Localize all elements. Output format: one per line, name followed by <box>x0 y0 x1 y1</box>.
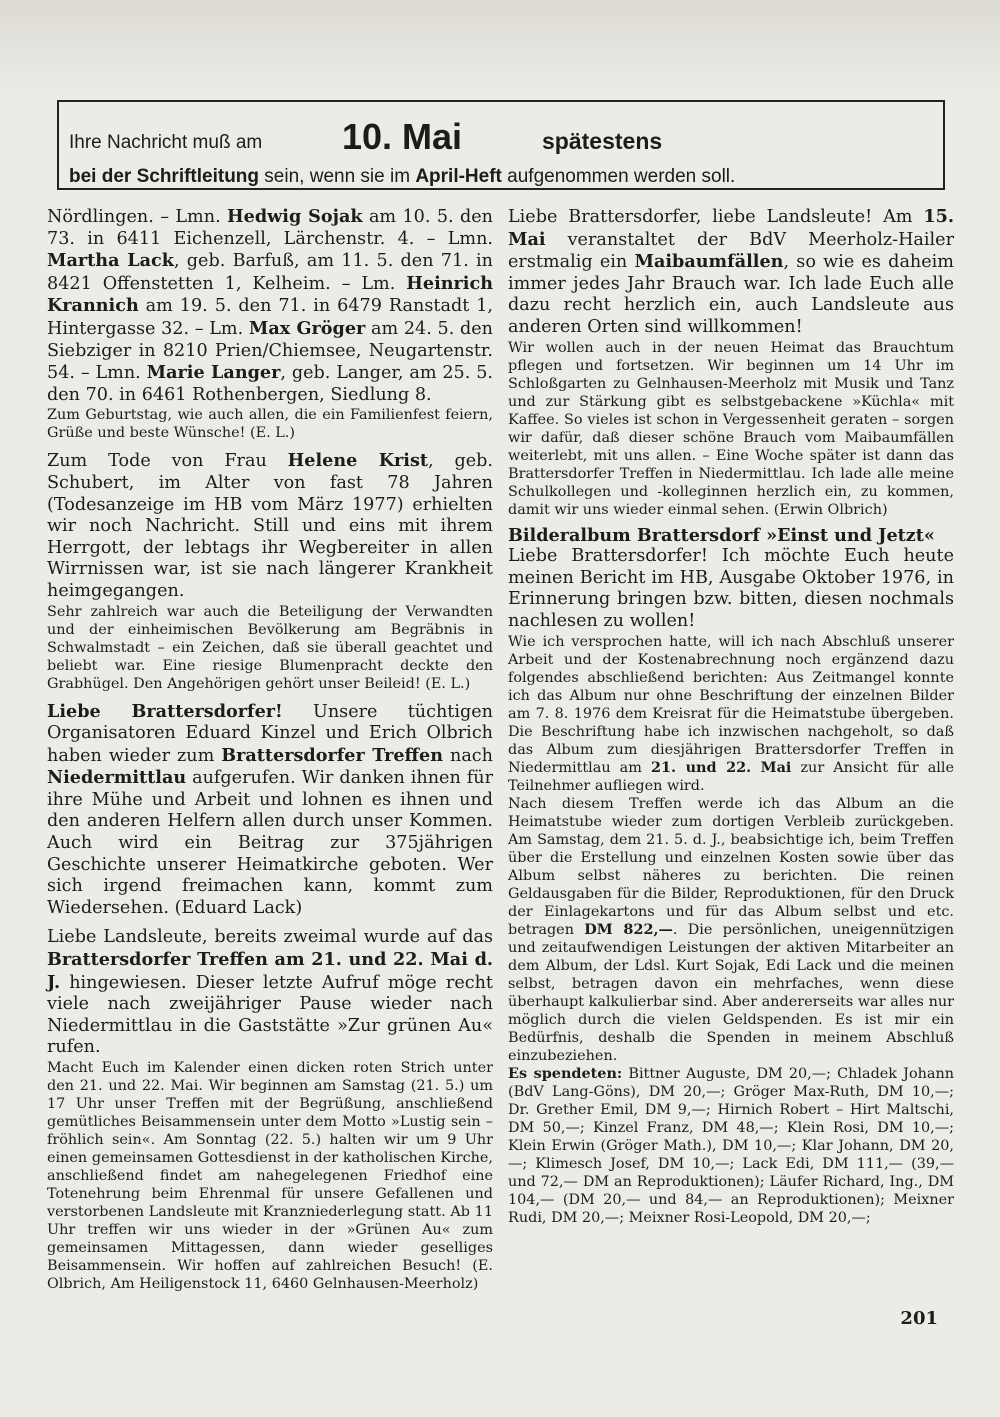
meeting-program: Macht Euch im Kalender einen dicken roten Strich unter den 21. und 22. Mai. Wir beginnen am Samstag (21. 5.) um 17 Uhr unser Treffen mit der Begrüßung, anschließend gemütliches Beisammensein unter dem Motto »Lustig sein – fröhlich sein«. Am Sonntag (22. 5.) halten wir um 9 Uhr einen gemeinsamen Gottesdienst in der katholischen Kirche, anschließend findet am nahegelegenen Friedhof eine Totenehrung beim Ehrenmal für unsere Gefallenen und verstorbenen Landsleute mit Kranzniederlegung statt. Ab 11 Uhr treffen wir uns wieder in der »Grünen Au« zum gemeinsamen Mittagessen, dann wieder geselliges Beisammensein. Wir hoffen auf zahlreichen Besuch! (E. Olbrich, Am Heiligenstock 11, 6460 Gelnhausen-Meerholz) <box>47 1060 493 1292</box>
notice-line2: bei der Schriftleitung sein, wenn sie im April-Heft aufgenommen werden soll. <box>69 166 736 187</box>
right-column <box>508 206 954 1227</box>
obituary-krist: Zum Tode von Frau Helene Krist, geb. Schubert, im Alter von fast 78 Jahren (Todesanzeige im HB vom März 1977) erhielten wir noch Nachricht. Still und eins mit ihrem Herrgott, der lebtags ihr Wegbereiter in allen Wirrnissen war, ist sie nach längerer Krankheit heimgegangen. <box>47 450 493 601</box>
notice-date: 10. Mai <box>342 116 463 157</box>
maibaum-invitation: Liebe Brattersdorfer, liebe Landsleute! Am 15. Mai veranstaltet der BdV Meerholz-Hailer erstmalig ein Maibaumfällen, so wie es daheim immer jedes Jahr Brauch war. Ich lade Euch alle dazu recht herzlich ein, auch Landsleute aus anderen Orten sind willkommen! <box>508 206 954 337</box>
deadline-notice-box <box>57 100 945 190</box>
donor-list: Es spendeten: Bittner Auguste, DM 20,—; Chladek Johann (BdV Lang-Göns), DM 20,—; Gröger Max-Ruth, DM 10,—; Dr. Grether Emil, DM 9,—; Hirnich Robert – Hirt Maltschi, DM 50,—; Kinzel Franz, DM 48,—; Klein Rosi, DM 10,—; Klein Erwin (Gröger Math.), DM 10,—; Klar Johann, DM 20,—; Klimesch Josef, DM 10,—; Lack Edi, DM 111,— (39,— und 72,— DM an Reproduktionen); Läufer Richard, Ing., DM 104,— (DM 20,— und 84,— an Reproduktionen); Meixner Rudi, DM 20,—; Meixner Rosi-Leopold, DM 20,—; <box>508 1064 954 1226</box>
page-number: 201 <box>900 1308 938 1329</box>
meeting-call: Liebe Brattersdorfer! Unsere tüchtigen Organisatoren Eduard Kinzel und Erich Olbrich haben wieder zum Brattersdorfer Treffen nach Niedermittlau aufgerufen. Wir danken ihnen für ihre Mühe und Arbeit und lohnen es ihnen und den anderen Helfern allen durch unser Kommen. Auch wird ein Beitrag zur 375jährigen Geschichte unserer Heimatkirche geboten. Wer sich irgend freimachen kann, kommt zum Wiedersehen. (Eduard Lack) <box>47 700 493 918</box>
album-costs: Nach diesem Treffen werde ich das Album an die Heimatstube wieder zum dortigen Verbleib zurückgeben. Am Samstag, dem 21. 5. d. J., beabsichtige ich, beim Treffen über die Erstellung und einzelnen Kosten sowie über das Album selbst näheres zu berichten. Die reinen Geldausgaben für die Bilder, Reproduktionen, für den Druck der Einlagekartons und für das Album selbst und etc. betragen DM 822,—. Die persönlichen, uneigennützigen und zeitaufwendigen Leistungen der aktiven Mitarbeiter an dem Album, der Ldsl. Kurt Sojak, Edi Lack und die meinen selbst, betragen davon ein mehrfaches, wenn diese überhaupt kalkulierbar sind. Aber andererseits war alles nur möglich durch die vielen Geldspenden. Es ist mir ein Bedürfnis, deshalb die Spenden in meinem Abschluß einzubeziehen. <box>508 795 954 1064</box>
album-report: Wie ich versprochen hatte, will ich nach Abschluß unserer Arbeit und der Kostenabrechnung noch ergänzend dazu folgendes abschließend berichten: Aus Zeitmangel konnte ich das Album nur ohne Beschriftung der einzelnen Bilder am 7. 8. 1976 dem Kreisrat für die Heimatstube übergeben. Die Beschriftung habe ich inzwischen nachgeholt, so daß das Album zum diesjährigen Brattersdorfer Treffen in Niedermittlau am 21. und 22. Mai zur Ansicht für alle Teilnehmer aufliegen wird. <box>508 633 955 794</box>
maibaum-details: Wir wollen auch in der neuen Heimat das Brauchtum pflegen und fortsetzen. Wir beginnen um 14 Uhr im Schloßgarten zu Gelnhausen-Meerholz mit Musik und Tanz und zur Stärkung gibt es selbstgebackene »Küchla« mit Kaffee. So vieles ist schon in Vergessenheit geraten – sorgen wir dafür, daß dieser schöne Brauch vom Maibaumfällen weiterlebt, mit uns allen. – Eine Woche später ist dann das Brattersdorfer Treffen in Niedermittlau. Ich lade alle meine Schulkollegen und -kolleginnen herzlich ein, zu kommen, damit wir uns wieder einmal sehen. (Erwin Olbrich) <box>508 339 954 518</box>
album-heading: Bilderalbum Brattersdorf »Einst und Jetzt« <box>508 524 935 546</box>
birthday-greeting: Zum Geburtstag, wie auch allen, die ein Familienfest feiern, Grüße und beste Wünsche! (E. L.) <box>47 407 493 442</box>
left-column <box>47 206 493 1293</box>
obituary-details: Sehr zahlreich war auch die Beteiligung der Verwandten und der einheimischen Bevölkerung am Begräbnis in Schwalmstadt – ein Zeichen, daß sie überall geachtet und beliebt war. Eine riesige Blumenpracht deckte den Grabhügel. Den Angehörigen gehört unser Beileid! (E. L.) <box>47 603 493 692</box>
birthday-list: Nördlingen. – Lmn. Hedwig Sojak am 10. 5. den 73. in 6411 Eichenzell, Lärchenstr. 4. – Lmn. Martha Lack, geb. Barfuß, am 11. 5. den 71. in 8421 Offenstetten 1, Kelheim. – Lm. Heinrich Krannich am 19. 5. den 71. in 6479 Ranstadt 1, Hintergasse 32. – Lm. Max Gröger am 24. 5. den Siebziger in 8210 Prien/Chiemsee, Neugartenstr. 54. – Lmn. Marie Langer, geb. Langer, am 25. 5. den 70. in 6461 Rothenbergen, Siedlung 8. <box>47 206 494 405</box>
notice-prefix: Ihre Nachricht muß am <box>69 132 263 153</box>
previous-page-bleed <box>0 0 1000 95</box>
album-intro: Liebe Brattersdorfer! Ich möchte Euch heute meinen Bericht im HB, Ausgabe Oktober 1976, in Erinnerung bringen bzw. bitten, diesen nochmals nachlesen zu wollen! <box>508 546 954 631</box>
meeting-reminder: Liebe Landsleute, bereits zweimal wurde auf das Brattersdorfer Treffen am 21. und 22. Mai d. J. hingewiesen. Dieser letzte Aufruf möge recht viele nach zweijähriger Pause wieder nach Niedermittlau in die Gaststätte »Zur grünen Au« rufen. <box>47 927 493 1058</box>
notice-spaetestens: spätestens <box>542 128 663 154</box>
